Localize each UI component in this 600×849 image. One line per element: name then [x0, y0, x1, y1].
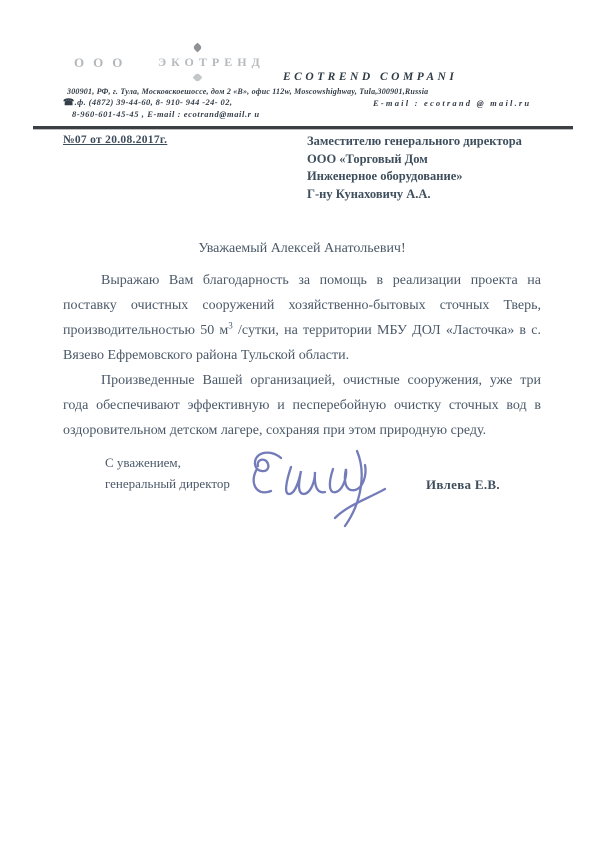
handwritten-signature: [243, 446, 403, 538]
body-paragraph-1: [63, 268, 541, 368]
body-line: поставку очистных сооружений хозяйственно-бытовых сточных Тверь,: [63, 298, 541, 313]
cubic-meter-superscript: 3: [228, 320, 233, 331]
logo-ooo-label: ООО: [74, 55, 132, 70]
contacts-row: [63, 97, 543, 109]
outgoing-number-date: №07 от 20.08.2017г.: [63, 134, 168, 146]
signer-name: Ивлева Е.В.: [426, 477, 500, 492]
body-line: Выражаю Вам благодарность за помощь в реализации проекта на: [101, 273, 541, 288]
body-line-part: /сутки, на территории МБУ ДОЛ «Ласточка» в с.: [232, 323, 541, 338]
body-line: [63, 318, 541, 343]
company-name-latin: ECOTREND COMPANI: [283, 71, 458, 83]
company-address: 300901, РФ, г. Тула, Московскоешоссе, дом 2 «В», офис 112w, Moscowshighway, Tula,300901,Russia: [67, 87, 429, 96]
closing-regards: С уважением,: [105, 455, 181, 470]
phone-numbers-line2: 8-960-601-45-45 , E-mail : ecotrand@mail.r u: [72, 109, 260, 119]
phone-numbers-text: .ф. (4872) 39-44-60, 8- 910- 944 -24- 02,: [74, 97, 233, 107]
company-logo: [74, 53, 274, 73]
addressee-line: ООО «Торговый Дом: [307, 151, 428, 166]
company-email-top: E-mail : ecotrand @ mail.ru: [373, 98, 532, 108]
phone-numbers: [63, 97, 232, 108]
body-line: Вязево Ефремовского района Тульской области.: [63, 348, 350, 363]
header-divider: [33, 126, 573, 129]
body-line: Произведенные Вашей организацией, очистные сооружения, уже три: [101, 373, 541, 388]
signer-title: генеральный директор: [105, 476, 230, 491]
addressee-block: [307, 133, 557, 203]
addressee-line: Г-ну Кунаховичу А.А.: [307, 186, 431, 201]
addressee-line: Инженерное оборудование»: [307, 169, 463, 183]
phone-icon: ☎: [63, 97, 75, 107]
leaf-shadow-icon: [193, 73, 203, 83]
body-line-part: производительностью 50 м: [63, 323, 229, 338]
body-line: оздоровительном детском лагере, сохраняя при этом природную среду.: [63, 423, 487, 438]
salutation: Уважаемый Алексей Анатольевич!: [198, 241, 406, 256]
logo-company-name: ЭКОТРЕНД: [158, 55, 265, 69]
leaf-icon: [193, 43, 203, 53]
body-line: года обеспечивают эффективную и песперебойную очистку сточных вод в: [63, 398, 541, 413]
body-paragraph-2: [63, 368, 541, 443]
addressee-line: Заместителю генерального директора: [307, 134, 522, 148]
